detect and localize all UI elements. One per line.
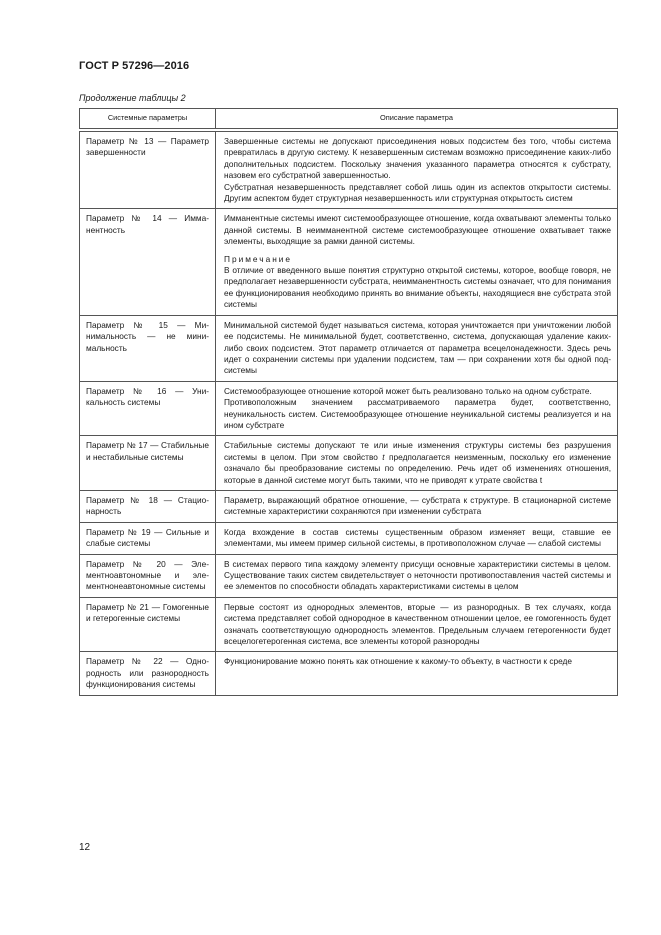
parameter-name-cell: Параметр № 22 — Однородность или разнородность функционирования системы: [80, 652, 216, 695]
parameter-description-cell: [216, 132, 618, 209]
parameter-name-cell: Параметр № 19 — Сильные и слабые системы: [80, 522, 216, 554]
parameter-description-cell: [216, 652, 618, 695]
parameter-description-cell: [216, 554, 618, 597]
table-row: [80, 554, 618, 597]
parameter-name-cell: Параметр № 20 — Элементноавтономные и элементнонеавтономные системы: [80, 554, 216, 597]
description-paragraph: Имманентные системы имеют системообразующее отношение, когда охватывают элементы только данной системы. В неимманентной системе системообразующее отношение охватывает также элементы, выходящие за рамки данной системы.: [224, 213, 611, 247]
table-caption: Продолжение таблицы 2: [79, 93, 186, 103]
parameter-name-cell: Параметр № 16 — Уникальность системы: [80, 381, 216, 436]
column-header-parameters: Системные параметры: [80, 109, 216, 129]
parameter-name-cell: Параметр № 18 — Стационарность: [80, 490, 216, 522]
document-header: ГОСТ Р 57296—2016: [79, 60, 190, 72]
column-header-description: Описание параметра: [216, 109, 618, 129]
parameter-description-cell: [216, 597, 618, 652]
description-paragraph: Параметр, выражающий обратное отношение, — субстрата к структуре. В стационарной системе системные характеристики сохраняются при изменении субстрата: [224, 494, 611, 517]
parameter-description-cell: [216, 436, 618, 491]
description-paragraph: Минимальной системой будет называться система, которая уничтожается при уничтожении любой ее подсистемы. Не минимальной будет, соответственно, система, допускающая удаление каких-либо своих подсистем. Этот параметр отличается от параметра всецелонадежности. Здесь речь идет о сохранении системы при удалении подсистем, там — при сохранении хотя бы одной подсистемы: [224, 319, 611, 376]
parameter-name-cell: Параметр № 14 — Имманентность: [80, 209, 216, 315]
table-row: [80, 381, 618, 436]
parameter-name-cell: Параметр № 15 — Минимальность — не минимальность: [80, 315, 216, 381]
parameter-description-cell: [216, 209, 618, 315]
parameters-table: [79, 108, 618, 696]
description-paragraph: Завершенные системы не допускают присоединения новых подсистем без того, чтобы система превратилась в другую систему. К незавершенным системам возможно присоединение каких-либо дополнительных подсистем. Поскольку значения указанного параметра относятся к субстрату, назовем его субстратной завершенностью.: [224, 136, 611, 181]
table-row: [80, 490, 618, 522]
table-row: [80, 209, 618, 315]
description-paragraph: Когда вхождение в состав системы существенным образом изменяет вещи, ставшие ее элементами, мы имеем пример сильной системы, в противоположном случае — слабой системы: [224, 526, 611, 549]
parameter-description-cell: [216, 522, 618, 554]
table-row: [80, 132, 618, 209]
description-paragraph: Противоположным значением рассматриваемого параметра будет, соответственно, неуникальность систем. Системообразующее отношение неуникальной системы реализуется и на ином субстрате: [224, 397, 611, 430]
description-paragraph: Субстратная незавершенность представляет собой лишь один из аспектов открытости системы. Другим аспектом будет структурная незавершенность или структурная открытость систем: [224, 181, 611, 204]
table-row: [80, 436, 618, 491]
parameter-name-cell: Параметр № 13 — Параметр завершенности: [80, 132, 216, 209]
table-row: [80, 652, 618, 695]
note-text: В отличие от введенного выше понятия структурно открытой системы, которое, вообще говоря, не предполагает незавершенности субстрата, неимманентность системы означает, что для понимания ее функционирования необходимо принять во внимание объекты, находящиеся вне субстрата этой системы: [224, 265, 611, 310]
parameter-name-cell: Параметр № 21 — Гомогенные и гетерогенные системы: [80, 597, 216, 652]
parameter-name-cell: Параметр № 17 — Стабильные и нестабильные системы: [80, 436, 216, 491]
table-row: [80, 315, 618, 381]
description-paragraph: Функционирование можно понять как отношение к какому-то объекту, в частности к среде: [224, 656, 572, 667]
parameter-description-cell: [216, 315, 618, 381]
page-number: 12: [79, 842, 91, 853]
table-header-row: [80, 109, 618, 129]
note-title: Примечание: [224, 253, 293, 264]
table-row: [80, 597, 618, 652]
description-paragraph: Стабильные системы допускают те или иные изменения структуры системы без разрушения системы в целом. При этом свойство t предполагается неизменным, поскольку его изменение означало бы преобразование системы по определению. Речь идет об изменениях отношения, которые в данной системе могут быть такими, что не приводят к утрате свойства t: [224, 440, 612, 485]
description-paragraph: В системах первого типа каждому элементу присущи основные характеристики системы в целом. Существование таких систем свидетельствует о неточности противопоставления частей системы и ее элементов по способности обладать характеристиками системы в целом: [224, 558, 611, 592]
parameter-description-cell: [216, 381, 618, 436]
parameter-description-cell: [216, 490, 618, 522]
symbol-t: t: [382, 451, 385, 462]
table-row: [80, 522, 618, 554]
description-paragraph: Системообразующее отношение которой может быть реализовано только на одном субстрате.: [224, 385, 592, 396]
description-paragraph: Первые состоят из однородных элементов, вторые — из разнородных. В тех случаях, когда система представляет собой однородное в качественном отношении целое, ее гомогенность будет означать соответствующую однородность элементов. Предельным случаем гетерогенности будет всецелогетерогенная система, все элементы которой разнородны: [224, 601, 611, 647]
